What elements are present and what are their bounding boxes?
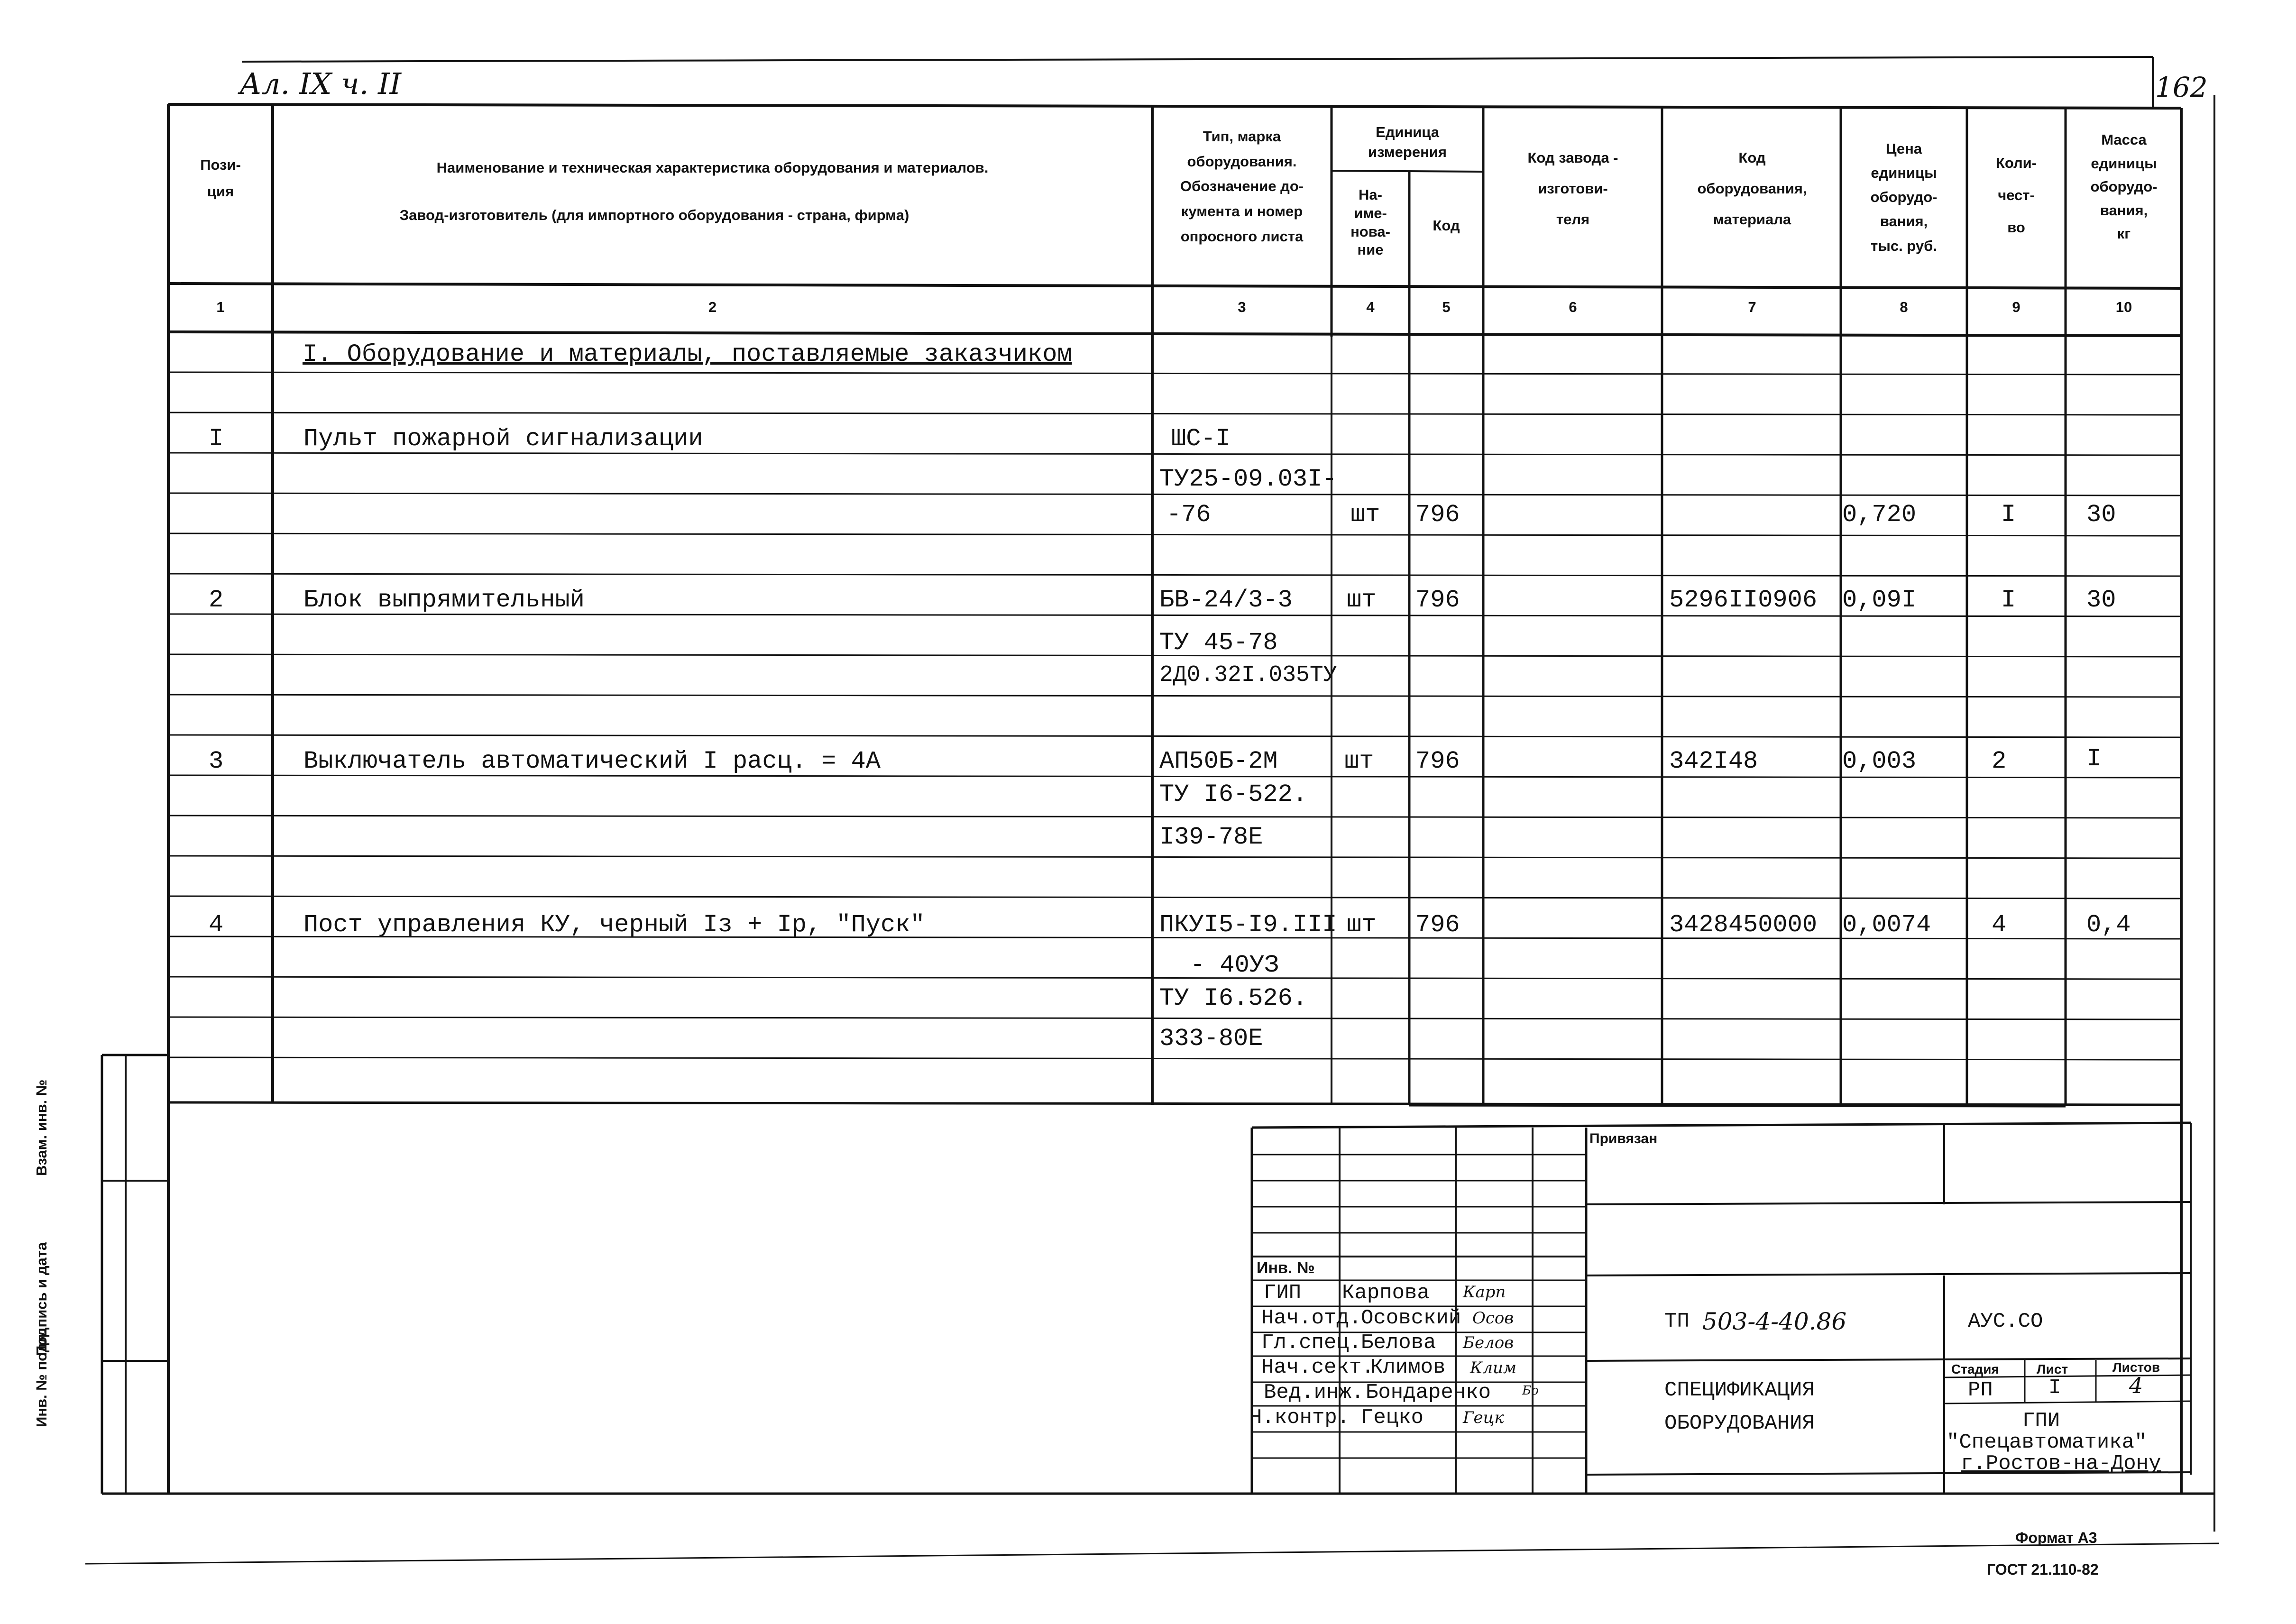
item-2-price: 0,09I — [1842, 586, 1917, 614]
staff-sign-1: Карп — [1463, 1283, 1506, 1302]
staff-role-5: Вед.инж. — [1264, 1381, 1364, 1404]
item-2-type-3: 2Д0.32I.035ТУ — [1159, 662, 1337, 688]
item-4-pos: 4 — [209, 911, 224, 939]
header-col2-line1: Наименование и техническая характеристика оборудования и материалов. — [436, 159, 989, 176]
item-4-type-2: - 40УЗ — [1190, 951, 1279, 979]
item-3-name: Выключатель автоматический I расц. = 4А — [303, 747, 881, 775]
doc-title-line2: ОБОРУДОВАНИЯ — [1664, 1412, 1815, 1435]
header-col4: На- име- нова- ние — [1350, 186, 1390, 258]
staff-name-2: Осовский — [1361, 1306, 1461, 1330]
staff-sign-6: Гецк — [1463, 1408, 1504, 1427]
col-number-4: 4 — [1366, 299, 1375, 315]
item-2-mass: 30 — [2086, 586, 2116, 614]
item-4-type-3: ТУ I6.526. — [1159, 984, 1308, 1012]
org-line2: "Спецавтоматика" — [1947, 1431, 2147, 1454]
item-3-equip-code: 342I48 — [1669, 747, 1758, 775]
header-col5: Код — [1433, 217, 1460, 234]
item-2-type-1: БВ-24/3-3 — [1159, 586, 1293, 614]
item-2-pos: 2 — [209, 586, 224, 614]
item-1-type-3: -76 — [1166, 501, 1211, 529]
item-1-pos: I — [209, 425, 224, 453]
item-4-unit: шт — [1347, 911, 1377, 939]
item-4-name: Пост управления КУ, черный Iз + Iр, "Пуск" — [303, 911, 925, 939]
staff-name-5: Бондаренко — [1366, 1381, 1491, 1404]
format-label: Формат А3 — [2015, 1529, 2097, 1546]
staff-sign-5: Бо — [1522, 1384, 1539, 1398]
side-stamp-inv-podl: Инв. № подл. — [33, 1330, 50, 1427]
item-1-mass: 30 — [2086, 501, 2116, 529]
item-3-mass: I — [2086, 745, 2102, 773]
header-col8: Цена единицы оборудо- вания, тыс. руб. — [1870, 140, 1938, 254]
staff-sign-2: Осов — [1472, 1309, 1514, 1328]
item-4-type-1: ПКУI5-I9.III — [1159, 911, 1337, 939]
org-line1: ГПИ — [2022, 1409, 2060, 1433]
col-number-6: 6 — [1569, 299, 1577, 315]
item-3-type-3: I39-78Е — [1159, 823, 1263, 851]
header-col1: Пози- ция — [200, 156, 241, 200]
item-2-code: 796 — [1415, 586, 1460, 614]
header-col6: Код завода - изготови- теля — [1527, 149, 1618, 228]
side-stamp-vzam-inv: Взам. инв. № — [33, 1079, 50, 1176]
org-line3: г.Ростов-на-Дону — [1961, 1452, 2161, 1476]
staff-role-3: Гл.спец. — [1261, 1331, 1362, 1355]
stage-label: Стадия — [1951, 1362, 1999, 1376]
item-3-pos: 3 — [209, 747, 224, 775]
col-number-9: 9 — [2012, 299, 2020, 315]
item-2-unit: шт — [1347, 586, 1377, 614]
doc-code-prefix: ТП — [1664, 1310, 1690, 1333]
sheets-value: 4 — [2129, 1373, 2143, 1398]
col-number-3: 3 — [1238, 299, 1246, 315]
header-col3: Тип, марка оборудования. Обозначение до- кумента и номер опросного листа — [1180, 128, 1304, 245]
item-3-type-2: ТУ I6-522. — [1159, 780, 1308, 808]
item-1-name: Пульт пожарной сигнализации — [303, 425, 703, 453]
item-4-qty: 4 — [1992, 911, 2007, 939]
privyazan-label: Привязан — [1589, 1131, 1658, 1147]
staff-name-6: Гецко — [1361, 1406, 1424, 1430]
staff-name-1: Карпова — [1342, 1281, 1430, 1305]
staff-sign-4: Клим — [1470, 1358, 1517, 1377]
item-1-type-1: ШС-I — [1171, 425, 1231, 453]
item-2-equip-code: 5296II0906 — [1669, 586, 1818, 614]
staff-name-4: Климов — [1370, 1356, 1446, 1379]
staff-role-4: Нач.сект. — [1261, 1356, 1374, 1379]
col-number-2: 2 — [708, 299, 717, 315]
item-4-price: 0,0074 — [1842, 911, 1931, 939]
header-col7: Код оборудования, материала — [1697, 149, 1807, 228]
col-number-5: 5 — [1442, 299, 1451, 315]
header-units-group: Единица измерения — [1368, 124, 1447, 160]
doc-suffix: АУС.СО — [1968, 1310, 2043, 1333]
staff-sign-3: Белов — [1463, 1333, 1514, 1352]
item-1-code: 796 — [1415, 501, 1460, 529]
col-number-10: 10 — [2115, 299, 2132, 315]
header-col9: Коли- чест- во — [1995, 155, 2037, 236]
sheet-value: I — [2048, 1376, 2061, 1400]
sheets-label: Листов — [2112, 1360, 2160, 1375]
item-2-name: Блок выпрямительный — [303, 586, 585, 614]
item-1-unit: шт — [1350, 501, 1380, 529]
staff-name-3: Белова — [1361, 1331, 1436, 1355]
inv-no-label: Инв. № — [1257, 1259, 1315, 1277]
item-3-qty: 2 — [1992, 747, 2007, 775]
item-4-code: 796 — [1415, 911, 1460, 939]
doc-code: 503-4-40.86 — [1702, 1308, 1847, 1335]
stage-value: РП — [1968, 1378, 1993, 1402]
sheet-label: Лист — [2037, 1362, 2068, 1376]
col-number-7: 7 — [1748, 299, 1756, 315]
item-3-price: 0,003 — [1842, 747, 1917, 775]
item-3-unit: шт — [1344, 747, 1374, 775]
col-number-1: 1 — [216, 299, 225, 315]
header-col10: Масса единицы оборудо- вания, кг — [2090, 131, 2158, 242]
page-number: 162 — [2155, 71, 2208, 103]
item-4-type-4: 333-80Е — [1159, 1025, 1263, 1053]
staff-role-2: Нач.отд. — [1261, 1306, 1362, 1330]
item-2-qty: I — [2001, 586, 2016, 614]
item-4-mass: 0,4 — [2086, 911, 2131, 939]
item-1-type-2: ТУ25-09.03I- — [1159, 465, 1337, 493]
gost-label: ГОСТ 21.110-82 — [1987, 1561, 2099, 1578]
staff-role-1: ГИП — [1264, 1281, 1302, 1305]
section-title: I. Оборудование и материалы, поставляемые заказчиком — [303, 340, 1072, 368]
item-3-type-1: АП50Б-2М — [1159, 747, 1278, 775]
item-3-code: 796 — [1415, 747, 1460, 775]
staff-role-6: Н.контр. — [1249, 1406, 1350, 1430]
item-2-type-2: ТУ 45-78 — [1159, 629, 1278, 657]
item-1-price: 0,720 — [1842, 501, 1917, 529]
item-4-equip-code: 3428450000 — [1669, 911, 1818, 939]
col-number-8: 8 — [1900, 299, 1908, 315]
header-col2-line2: Завод-изготовитель (для импортного оборудования - страна, фирма) — [399, 207, 909, 223]
doc-title-line1: СПЕЦИФИКАЦИЯ — [1664, 1378, 1815, 1402]
item-1-qty: I — [2001, 501, 2016, 529]
side-stamp-signature-date: Подпись и дата — [33, 1242, 50, 1356]
top-left-note: Ал. IX ч. II — [239, 66, 402, 101]
